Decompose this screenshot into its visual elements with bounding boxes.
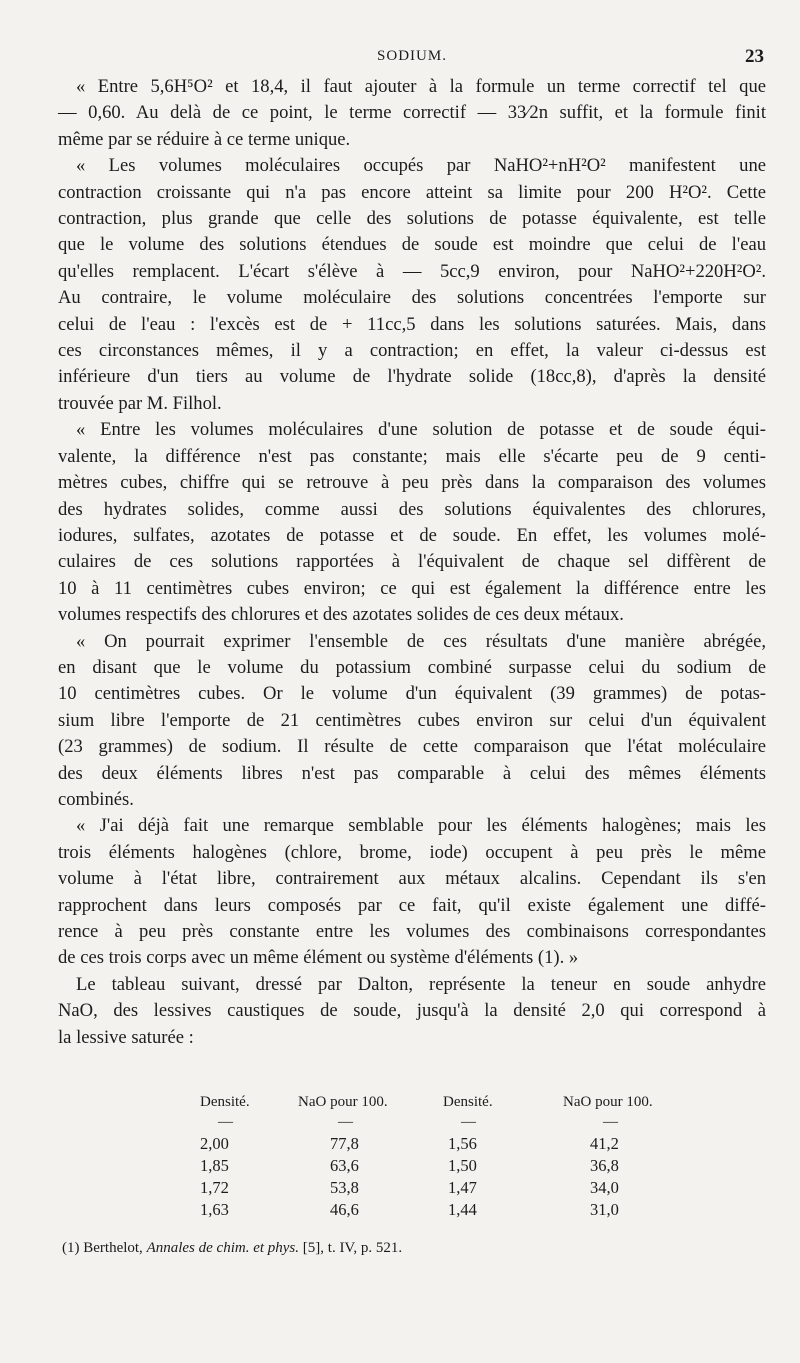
table-cell: 46,6 [330,1200,359,1219]
text-line: contraction croissante qui n'a pas encore atteint sa limite pour 200 H²O². Cette [58,181,766,203]
table-header-dash: — [461,1114,476,1130]
text-line: « Entre 5,6H⁵O² et 18,4, il faut ajouter à la formule un terme correctif tel que [76,76,766,97]
table-cell: 1,47 [448,1178,477,1197]
table-cell: 1,50 [448,1156,477,1175]
table-cell: 41,2 [590,1134,619,1153]
text-line: (23 grammes) de sodium. Il résulte de cette comparaison que l'état moléculaire [58,736,766,758]
table-header: NaO pour 100. [563,1094,653,1110]
table-cell: 2,00 [200,1134,229,1153]
page-number: 23 [745,46,764,67]
table-cell: 34,0 [590,1178,619,1197]
text-line: Le tableau suivant, dressé par Dalton, représente la teneur en soude anhydre [76,973,766,995]
text-line: des hydrates solides, comme aussi des solutions équivalentes des chlorures, [58,498,766,520]
text-line: trouvée par M. Filhol. [58,392,222,414]
footnote-prefix: (1) Berthelot, [62,1240,147,1256]
table-cell: 77,8 [330,1134,359,1153]
table-cell: 31,0 [590,1200,619,1219]
text-line: trois éléments halogènes (chlore, brome, iode) occupent à peu près le même [58,841,766,863]
text-line: même par se réduire à ce terme unique. [58,128,351,150]
table-cell: 1,56 [448,1134,477,1153]
page-header [58,44,766,74]
table-header-dash: — [218,1114,233,1130]
table-header-dash: — [338,1114,353,1130]
table-cell: 1,85 [200,1156,229,1175]
text-line: la lessive saturée : [58,1026,194,1048]
text-line: inférieure d'un tiers au volume de l'hydrate solide (18cc,8), d'après la densité [58,366,766,388]
footnote [62,1240,402,1257]
text-line: volumes respectifs des chlorures et des azotates solides de ces deux métaux. [58,604,624,626]
paragraph [58,74,766,153]
text-line: en disant que le volume du potassium combiné surpasse celui du sodium de [58,656,766,678]
table-header: Densité. [200,1094,250,1110]
text-line: ces circonstances mêmes, il y a contraction; en effet, la valeur ci-dessus est [58,340,766,362]
table-cell: 1,44 [448,1200,477,1219]
text-line: des deux éléments libres n'est pas comparable à celui des mêmes éléments [58,762,766,784]
paragraph [58,813,766,971]
text-line: volume à l'état libre, contrairement aux métaux alcalins. Cependant ils s'en [58,868,766,890]
page [58,44,766,1256]
table-header: Densité. [443,1094,493,1110]
text-line: sium libre l'emporte de 21 centimètres cubes environ sur celui d'un équivalent [58,709,766,731]
paragraph [58,417,766,628]
paragraph [58,153,766,417]
paragraph [58,629,766,814]
text-line: « J'ai déjà fait une remarque semblable pour les éléments halogènes; mais les [76,815,766,837]
text-line: celui de l'eau : l'excès est de + 11cc,5 dans les solutions saturées. Mais, dans [58,313,766,335]
table-header: NaO pour 100. [298,1094,388,1110]
paragraph [58,972,766,1051]
table-header-dash: — [603,1114,618,1130]
text-line: rence à peu près constante entre les volumes des combinaisons correspondantes [58,921,766,942]
text-line: que le volume des solutions étendues de soude est moindre que celui de l'eau [58,234,766,256]
text-line: « Entre les volumes moléculaires d'une solution de potasse et de soude équi- [76,419,766,441]
table-cell: 63,6 [330,1156,359,1175]
text-line: iodures, sulfates, azotates de potasse et de soude. En effet, les volumes molé- [58,524,766,546]
table-cell: 1,72 [200,1178,229,1197]
text-line: — 0,60. Au delà de ce point, le terme correctif — 33⁄2n suffit, et la formule finit [58,102,766,124]
text-line: mètres cubes, chiffre qui se retrouve à peu près dans la comparaison des volumes [58,472,766,494]
table-cell: 36,8 [590,1156,619,1175]
text-line: combinés. [58,788,134,810]
text-line: qu'elles remplacent. L'écart s'élève à — 5cc,9 environ, pour NaHO²+220H²O². [58,260,766,282]
footnote-journal: Annales de chim. et phys. [146,1240,300,1256]
table-cell: 1,63 [200,1200,229,1219]
text-line: NaO, des lessives caustiques de soude, jusqu'à la densité 2,0 qui correspond à [58,1000,766,1022]
text-line: Au contraire, le volume moléculaire des solutions concentrées l'emporte sur [58,287,766,309]
text-line: contraction, plus grande que celle des solutions de potasse équivalente, est telle [58,208,766,230]
text-line: rapprochent dans leurs composés par ce fait, qu'il existe également une diffé- [58,894,766,916]
text-line: de ces trois corps avec un même élément ou système d'éléments (1). » [58,947,579,969]
running-title: SODIUM. [377,48,447,64]
text-line: « Les volumes moléculaires occupés par NaHO²+nH²O² manifestent une [76,155,766,177]
text-line: « On pourrait exprimer l'ensemble de ces résultats d'une manière abrégée, [76,630,766,652]
text-line: 10 à 11 centimètres cubes environ; ce qui est également la différence entre les [58,577,766,599]
text-line: 10 centimètres cubes. Or le volume d'un équivalent (39 grammes) de potas- [58,683,766,705]
footnote-suffix: [5], t. IV, p. 521. [299,1240,403,1256]
text-line: valente, la différence n'est pas constante; mais elle s'écarte peu de 9 centi- [58,445,766,467]
text-line: culaires de ces solutions rapportées à l'équivalent de chaque sel diffèrent de [58,551,766,573]
body-text [58,74,766,1051]
table-cell: 53,8 [330,1178,359,1197]
